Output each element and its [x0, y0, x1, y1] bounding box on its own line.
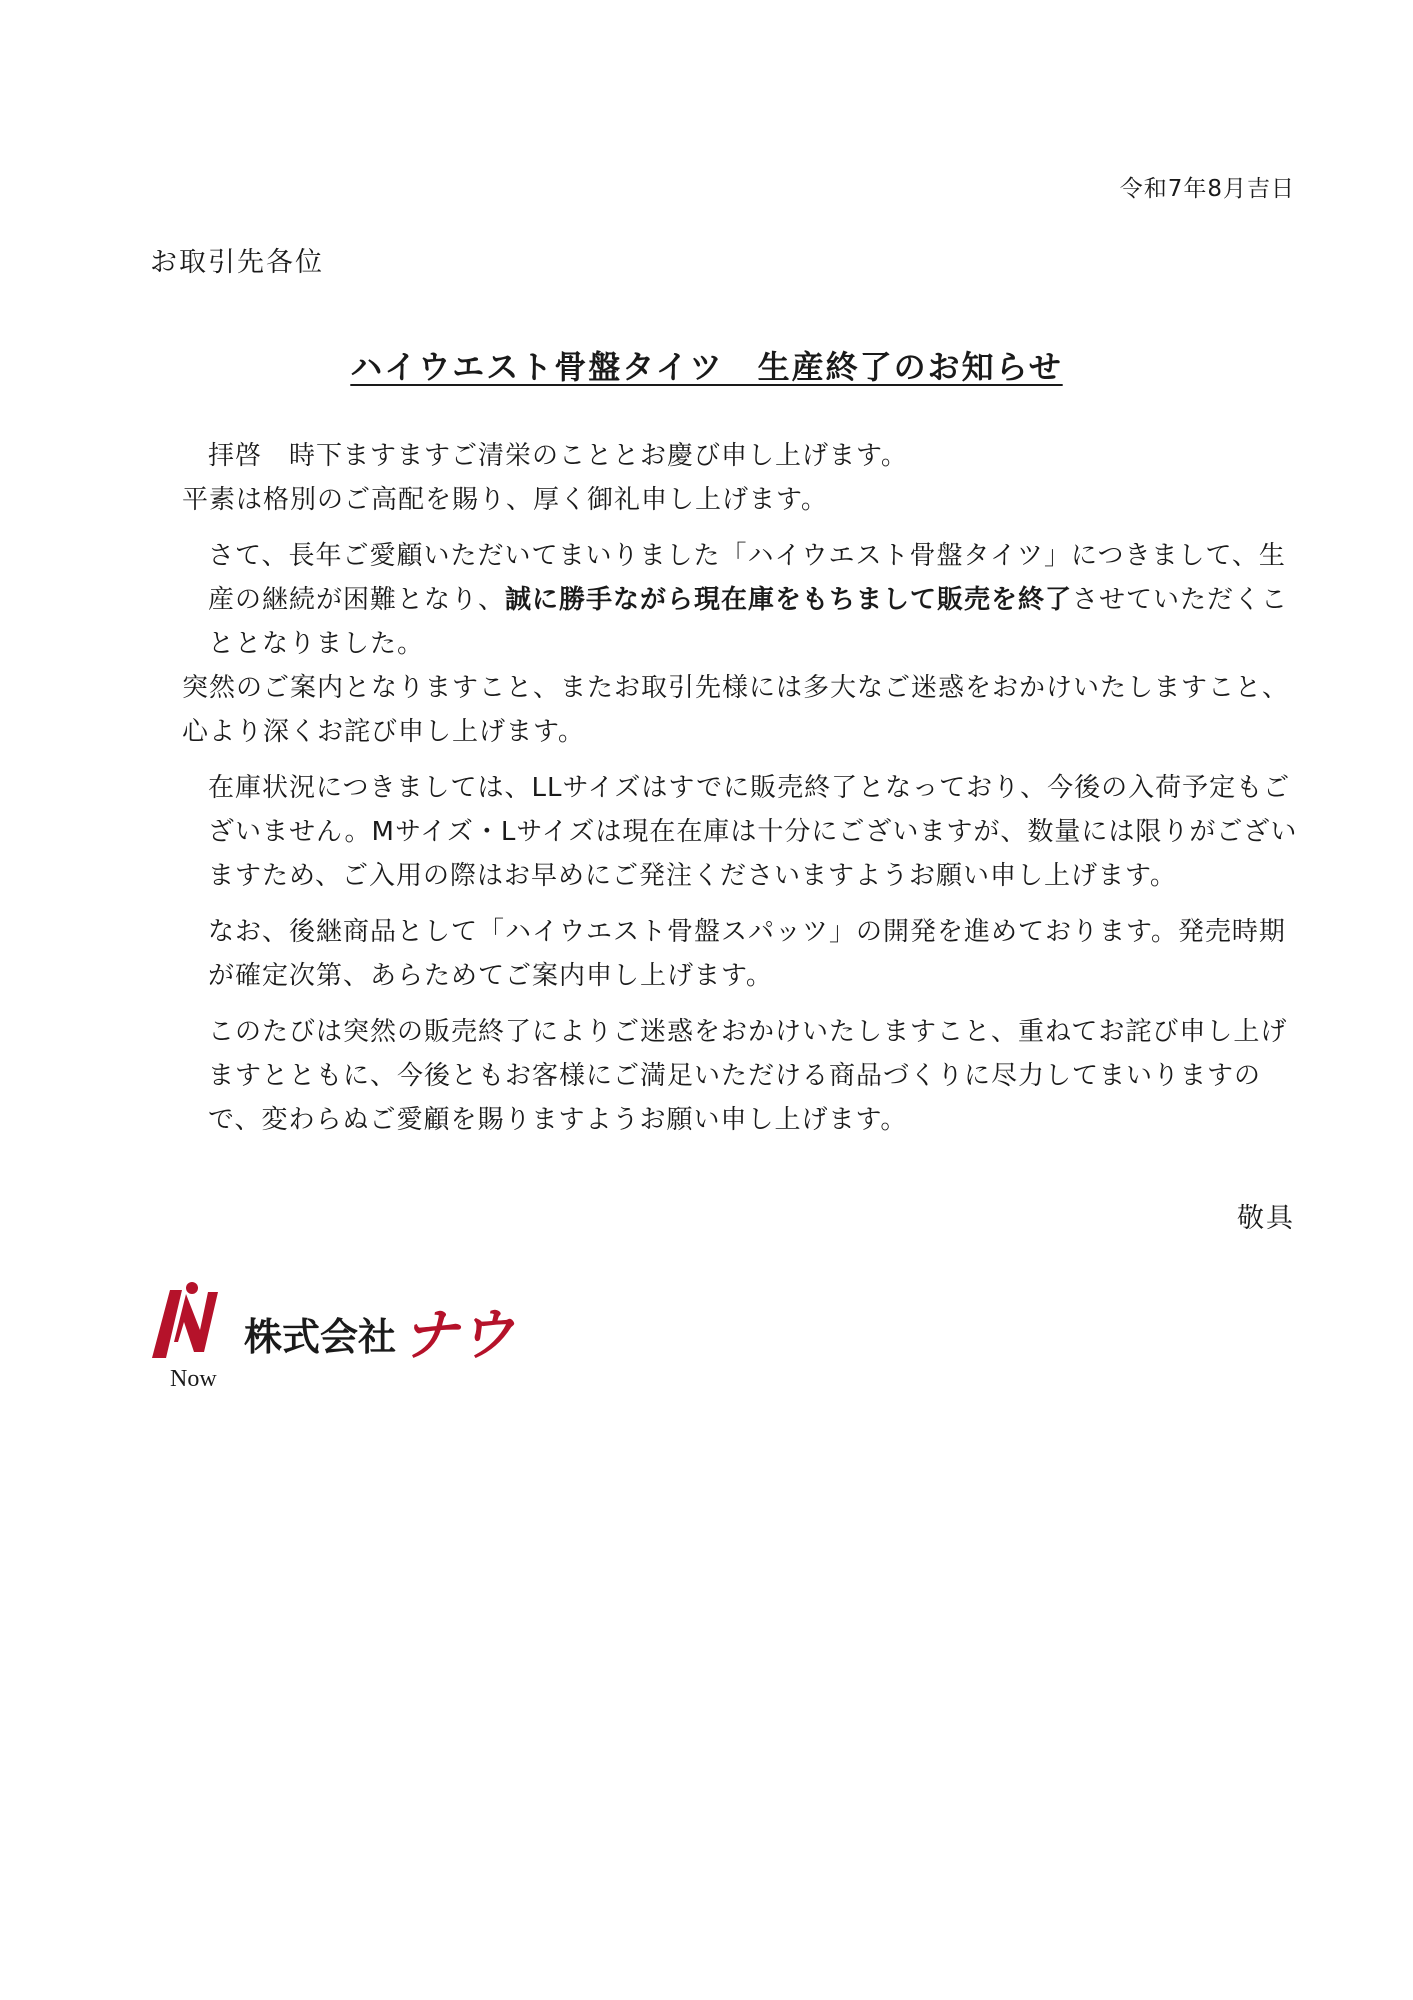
paragraph-closing-remarks: このたびは突然の販売終了によりご迷惑をおかけいたしますこと、重ねてお詫び申し上げますとともに、今後ともお客様にご満足いただける商品づくりに尽力してまいりますので、変わらぬご愛顧を賜りますようお願い申し上げます。 [208, 1017, 1288, 1135]
paragraph-apology: 突然のご案内となりますこと、またお取引先様には多大なご迷惑をおかけいたしますこと、心より深くお詫び申し上げます。 [182, 673, 1290, 747]
document-date: 令和7年8月吉日 [1119, 176, 1295, 202]
paragraph-stock-status: 在庫状況につきましては、LLサイズはすでに販売終了となっており、今後の入荷予定もございません。Mサイズ・Lサイズは現在在庫は十分にございますが、数量には限りがございますため、ご入用の際はお早めにご発注くださいますようお願い申し上げます。 [208, 773, 1298, 891]
logo-company-name: 株式会社 [244, 1315, 397, 1359]
logo-brand-name: ナウ [402, 1303, 514, 1368]
paragraph-greeting: 拝啓 時下ますますご清栄のこととお慶び申し上げます。 [208, 441, 908, 471]
logo-mark-stroke-2 [174, 1292, 218, 1352]
logo-mark-text: Now [170, 1366, 217, 1392]
now-mark-icon [152, 1282, 218, 1392]
paragraph-successor-product: なお、後継商品として「ハイウエスト骨盤スパッツ」の開発を進めております。発売時期が確定次第、あらためてご案内申し上げます。 [208, 917, 1286, 991]
page-title [0, 342, 1413, 388]
logo-mark-stroke-1 [152, 1290, 182, 1358]
discontinuation-text-before: さて、長年ご愛顧いただいてまいりました「ハイウエスト骨盤タイツ」につきまして、生産の継続が困難となり、 [208, 541, 1286, 615]
letter-body [182, 434, 1302, 1142]
logo-mark-dot [186, 1282, 198, 1294]
paragraph-thanks: 平素は格別のご高配を賜り、厚く御礼申し上げます。 [182, 485, 828, 515]
title-text: ハイウエスト骨盤タイツ 生産終了のお知らせ [350, 348, 1063, 386]
closing-salutation: 敬具 [1237, 1203, 1295, 1234]
paragraph-discontinuation [182, 534, 1302, 666]
company-logo [148, 1280, 548, 1410]
discontinuation-text-bold: 誠に勝手ながら現在庫をもちまして販売を終了 [505, 585, 1073, 615]
recipient: お取引先各位 [150, 247, 324, 278]
discontinuation-text-after: させていただくこととなりました。 [208, 585, 1289, 659]
